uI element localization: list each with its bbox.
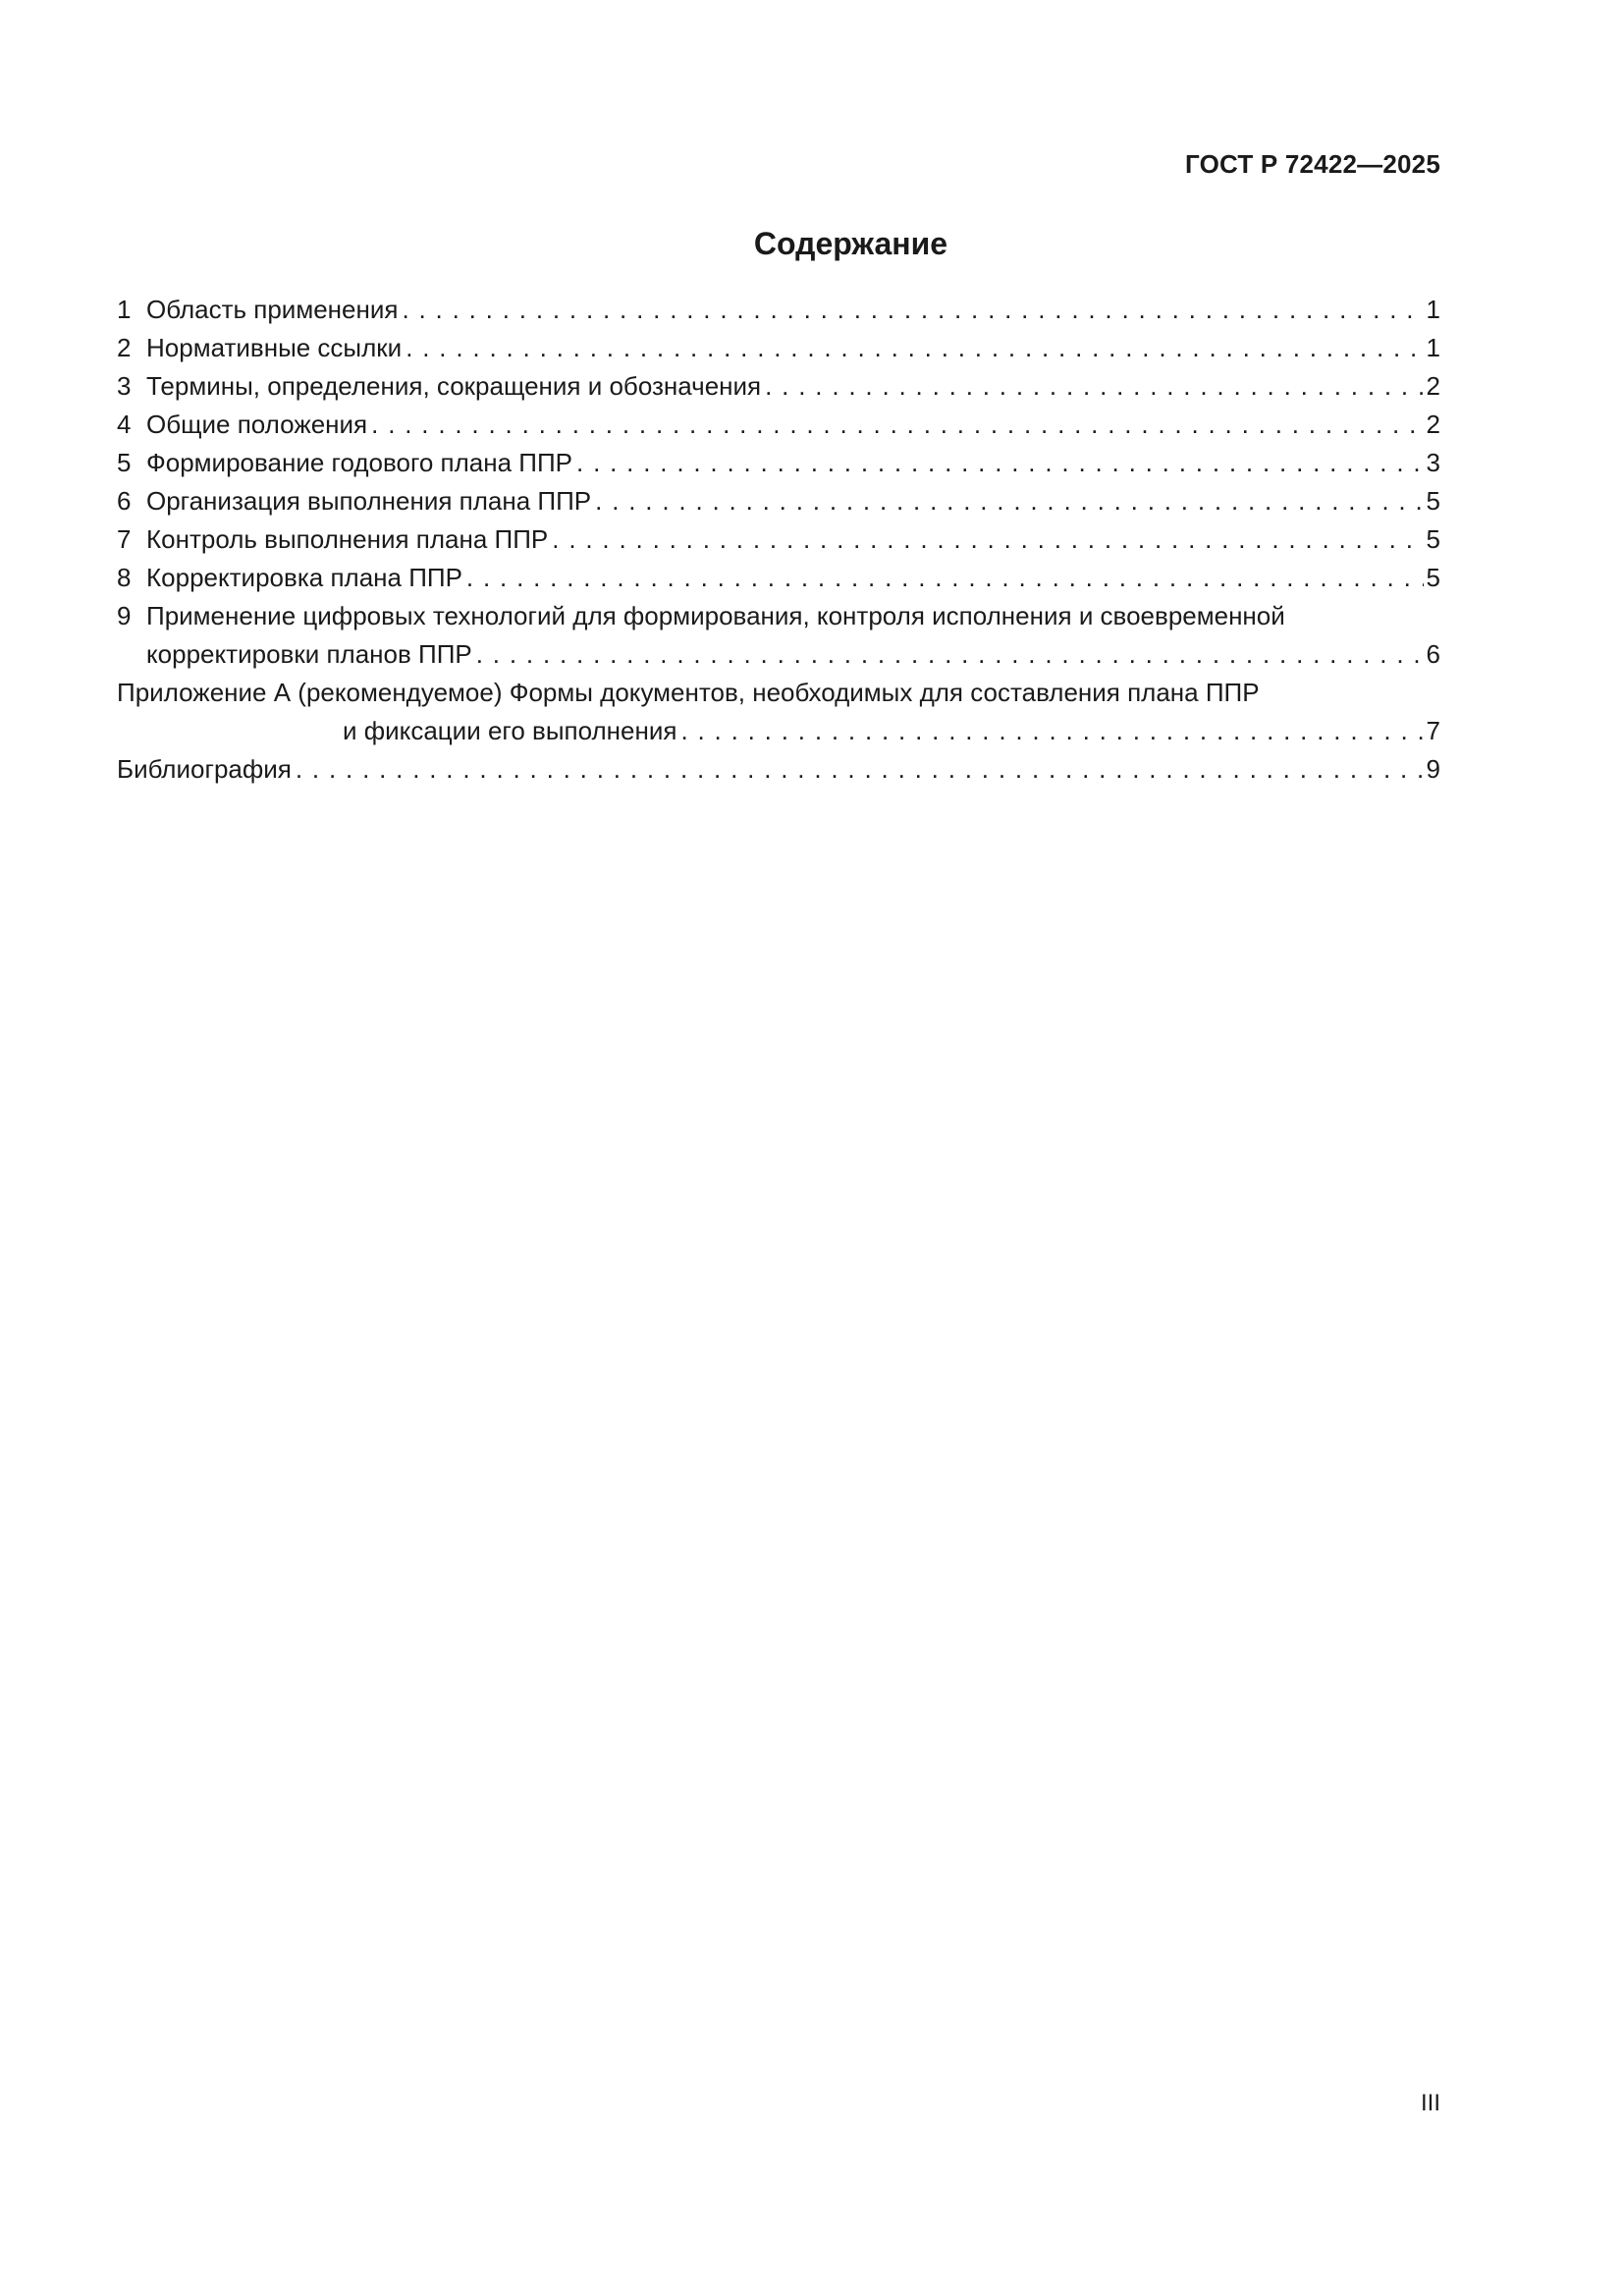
toc-leader-dots <box>765 367 1423 406</box>
toc-entry-number: 7 <box>117 524 132 554</box>
toc-entry-number: 1 <box>117 295 132 324</box>
toc-entry-page: 5 <box>1426 486 1440 516</box>
toc-entry-number: 5 <box>117 448 132 477</box>
toc-entry-title: Организация выполнения плана ППР <box>146 486 592 516</box>
toc-entry-title-continued: корректировки планов ППР <box>146 639 472 669</box>
toc-leader-dots <box>595 482 1423 520</box>
toc-entry-number: 3 <box>117 371 132 401</box>
toc-entry-2[interactable] <box>117 329 1440 367</box>
toc-leader-dots <box>680 712 1423 750</box>
toc-entry-3[interactable] <box>117 367 1440 406</box>
document-code: ГОСТ Р 72422—2025 <box>1185 149 1440 179</box>
toc-leader-dots <box>371 406 1423 444</box>
toc-entry-page: 6 <box>1426 639 1440 669</box>
toc-appendix-line2[interactable] <box>117 712 1440 750</box>
toc-entry-title: Корректировка плана ППР <box>146 563 462 592</box>
toc-entry-8[interactable] <box>117 559 1440 597</box>
toc-entry-title: Формирование годового плана ППР <box>146 448 573 477</box>
toc-entry-5[interactable] <box>117 444 1440 482</box>
toc-entry-page: 1 <box>1426 333 1440 362</box>
toc-entry-number: 8 <box>117 563 132 592</box>
toc-bibliography[interactable] <box>117 750 1440 789</box>
toc-entry-9-line1[interactable] <box>117 597 1440 635</box>
toc-leader-dots <box>466 559 1424 597</box>
toc-appendix-line1[interactable] <box>117 674 1440 712</box>
toc-entry-9-line2[interactable] <box>117 635 1440 674</box>
toc-entry-title: Нормативные ссылки <box>146 333 403 362</box>
toc-appendix-title-continued: и фиксации его выполнения <box>343 716 677 745</box>
toc-bibliography-title: Библиография <box>117 754 292 784</box>
toc-entry-page: 5 <box>1426 524 1440 554</box>
toc-title: Содержание <box>753 226 948 261</box>
toc-entry-title: Контроль выполнения плана ППР <box>146 524 549 554</box>
toc-entry-page: 2 <box>1426 410 1440 439</box>
toc-entry-page: 2 <box>1426 371 1440 401</box>
toc-entry-6[interactable] <box>117 482 1440 520</box>
toc-entry-title: Применение цифровых технологий для формирования, контроля исполнения и своевременной <box>146 601 1285 630</box>
toc-entry-title: Термины, определения, сокращения и обозначения <box>146 371 762 401</box>
toc-entry-page: 9 <box>1426 754 1440 784</box>
toc-leader-dots <box>296 750 1424 789</box>
page-number: III <box>1420 2090 1440 2116</box>
toc-leader-dots <box>406 329 1423 367</box>
toc-entry-4[interactable] <box>117 406 1440 444</box>
toc-entry-number: 9 <box>117 601 132 630</box>
toc-leader-dots <box>552 520 1423 559</box>
toc-entry-7[interactable] <box>117 520 1440 559</box>
toc-entry-page: 5 <box>1426 563 1440 592</box>
toc-entry-title: Область применения <box>146 295 399 324</box>
toc-entry-title: Общие положения <box>146 410 368 439</box>
toc-entry-number: 4 <box>117 410 132 439</box>
toc-appendix-title: Приложение А (рекомендуемое) Формы документов, необходимых для составления плана ППР <box>117 678 1260 707</box>
toc-leader-dots <box>402 291 1423 329</box>
toc-leader-dots <box>576 444 1424 482</box>
toc-entry-number: 6 <box>117 486 132 516</box>
table-of-contents <box>117 291 1440 789</box>
toc-entry-page: 7 <box>1426 716 1440 745</box>
toc-entry-page: 3 <box>1426 448 1440 477</box>
toc-entry-1[interactable] <box>117 291 1440 329</box>
toc-leader-dots <box>476 635 1424 674</box>
toc-entry-number: 2 <box>117 333 132 362</box>
toc-entry-page: 1 <box>1426 295 1440 324</box>
